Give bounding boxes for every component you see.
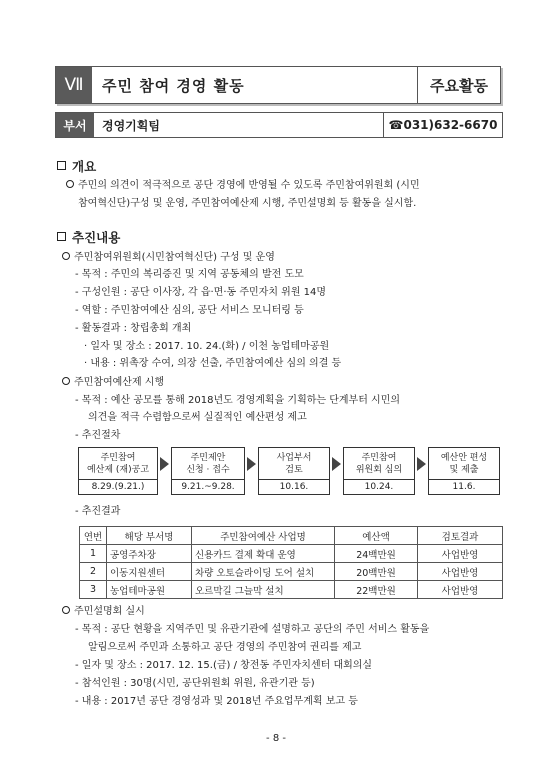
item3-line: - 참석인원 : 30명(시민, 공단위원회 위원, 유관기관 등) (75, 678, 315, 689)
square-bullet-icon (57, 161, 66, 170)
result-label: - 추진결과 (75, 506, 121, 517)
item1-line: · 일자 및 장소 : 2017. 10. 24.(화) / 이천 농업테마공원 (84, 341, 330, 352)
overview-line-2: 참여혁신단)구성 및 운영, 주민참여예산제 시행, 주민설명회 등 활동을 실시함. (78, 198, 417, 209)
department-bar (55, 112, 503, 138)
chapter-header (55, 66, 501, 104)
overview-line-1: 주민의 의견이 적극적으로 공단 경영에 반영될 수 있도록 주민참여위원회 (시민 (66, 179, 420, 192)
flow-step: 주민참여 위원회 심의 10.24. (343, 447, 415, 495)
arrow-right-icon (160, 457, 169, 471)
item3-title: 주민설명회 실시 (62, 605, 145, 618)
circle-bullet-icon (62, 377, 70, 385)
results-table (79, 526, 503, 599)
flow-step: 사업부서 검토 10.16. (258, 447, 330, 495)
item3-line: - 일자 및 장소 : 2017. 12. 15.(금) / 창전동 주민자치센터 대회의실 (75, 660, 373, 671)
item2-purpose-2: 의견을 적극 수렴함으로써 실질적인 예산편성 제고 (88, 412, 307, 423)
item3-line: - 목적 : 공단 현황을 지역주민 및 유관기관에 설명하고 공단의 주민 서비스 활동을 (75, 624, 430, 635)
column-header: 연번 (80, 527, 107, 545)
arrow-right-icon (417, 457, 426, 471)
department-label: 부서 (56, 113, 94, 137)
procedure-label: - 추진절차 (75, 430, 121, 441)
flow-step: 주민참여 예산제 (재)공고 8.29.(9.21.) (78, 447, 158, 495)
table-header-row (80, 527, 503, 545)
item2-purpose-1: - 목적 : 예산 공모를 통해 2018년도 경영계획을 기획하는 단계부터 시민의 (75, 395, 401, 406)
table-row: 3 농업테마공원 오르막길 그늘막 설치 22백만원 사업반영 (80, 581, 503, 599)
table-row: 1 공영주차장 신용카드 결제 확대 운영 24백만원 사업반영 (80, 545, 503, 563)
item1-line: - 구성인원 : 공단 이사장, 각 읍·면·동 주민자치 위원 14명 (75, 287, 327, 298)
circle-bullet-icon (62, 606, 70, 614)
column-header: 해당 부서명 (107, 527, 192, 545)
chapter-number: Ⅶ (56, 67, 92, 103)
column-header: 예산액 (335, 527, 418, 545)
item3-line: 알림으로써 주민과 소통하고 공단 경영의 주민참여 권리를 제고 (88, 642, 362, 653)
column-header: 주민참여예산 사업명 (192, 527, 335, 545)
arrow-right-icon (247, 457, 256, 471)
table-row: 2 이동지원센터 차량 오토슬라이딩 도어 설치 20백만원 사업반영 (80, 563, 503, 581)
flow-step: 주민제안 신청 · 접수 9.21.~9.28. (171, 447, 245, 495)
item1-line: - 역할 : 주민참여예산 심의, 공단 서비스 모니터링 등 (75, 305, 304, 316)
department-phone: ☎031)632-6670 (383, 113, 502, 137)
department-name: 경영기획팀 (102, 118, 160, 133)
page-number: - 8 - (266, 733, 286, 744)
arrow-right-icon (332, 457, 341, 471)
circle-bullet-icon (62, 252, 70, 260)
item1-line: - 활동결과 : 창립총회 개최 (75, 323, 192, 334)
item3-line: - 내용 : 2017년 공단 경영성과 및 2018년 주요업무계획 보고 등 (75, 696, 358, 707)
item1-line: · 내용 : 위촉장 수여, 의장 선출, 주민참여예산 심의 의결 등 (84, 358, 342, 369)
column-header: 검토결과 (418, 527, 503, 545)
chapter-category: 주요활동 (417, 67, 500, 103)
item1-title: 주민참여위원회(시민참여혁신단) 구성 및 운영 (62, 251, 275, 264)
progress-heading: 추진내용 (57, 228, 120, 246)
overview-heading: 개요 (57, 157, 96, 175)
circle-bullet-icon (66, 180, 74, 188)
item2-title: 주민참여예산제 시행 (62, 376, 164, 389)
item1-line: - 목적 : 주민의 복리증진 및 지역 공동체의 발전 도모 (75, 269, 304, 280)
square-bullet-icon (57, 232, 66, 241)
chapter-title: 주민 참여 경영 활동 (102, 76, 245, 95)
flow-step: 예산안 편성 및 제출 11.6. (428, 447, 500, 495)
